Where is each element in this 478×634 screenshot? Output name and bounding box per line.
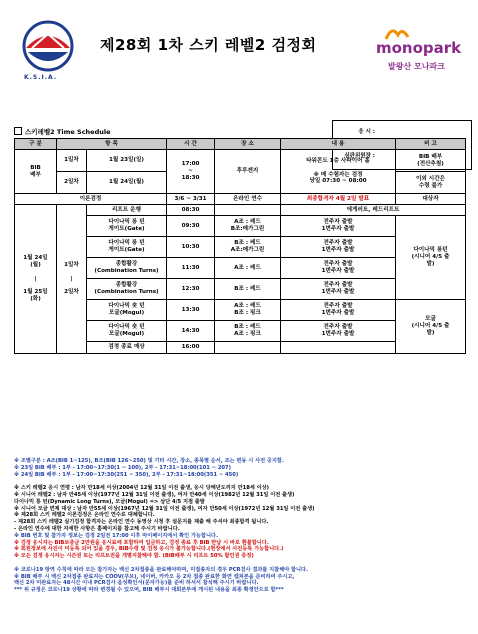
content-cell: 전주자 출발 1번주자 출발 [281, 300, 396, 321]
content-cell [281, 342, 396, 354]
note-line: ※ 조별구분 : A조(BIB 1~125), B조(BIB 126~250) 및 기타 시간, 장소, 종목별 순서, 조는 변동 시 사전 공지함. [14, 458, 284, 464]
note-line: ※ 23일 BIB 배부 : 1부 - 17:00~17:30(1 ~ 100), 2부 - 17:31~18:00(101 ~ 207) [14, 464, 232, 471]
bib-group: BIB 배부 [15, 150, 57, 194]
note-line: ※ BIB 번호 및 참가자 정보는 검정 2일전 17:00 이후 마이페이지에서 확인 가능합니다. [14, 532, 218, 539]
item-cell: 리프트 운행 [87, 205, 167, 216]
time-cell: 12:30 [167, 279, 215, 300]
time-cell: 11:30 [167, 258, 215, 279]
place-cell: 후루겐지 [215, 150, 281, 194]
place-cell: A조 : 레드 B조:메가그린 [215, 216, 281, 237]
note-line: ※ BIB 배부 시 백신 2차접종 완료자는 COOV(쿠브), 네이버, 카카오 등 2차 접종 완료한 화면 캡쳐본을 준비하여 주시고, [14, 573, 295, 580]
header-cell: 구 분 [15, 139, 57, 150]
header-cell: 시 간 [167, 139, 215, 150]
item-cell: 다이나믹 숏 턴 모굴(Mogul) [87, 321, 167, 342]
content-cell: 전주자 출발 1번주자 출발 [281, 258, 396, 279]
place-cell [215, 205, 281, 216]
date-cell: 1월 23일(일) [87, 150, 167, 172]
note-line: 백신 2차 미완료자는 48시간 이내 PCR검사 음성확인서(문자가능)를 준비 하셔서 참석해 주시기 바랍니다. [14, 580, 259, 587]
page-title: 제28회 1차 스키 레벨2 검정회 [100, 36, 317, 54]
place-cell [215, 342, 281, 354]
note-line: ※ 회원정보에 사진이 미등록 되어 있을 경우, BIB수령 및 검정 응시가 불가능합니다.(현장에서 사진등록 가능합니다.) [14, 546, 284, 553]
content-cell: 에게러트, 레드리프트 [281, 205, 466, 216]
item-cell: 다이나믹 숏 턴 모굴(Mogul) [87, 300, 167, 321]
item-cell: 종합활강 (Combination Turns) [87, 279, 167, 300]
time-cell: 17:00 ~ 18:30 [167, 150, 215, 194]
infobox-row: 응 시 : [358, 129, 375, 135]
header-cell: 장 소 [215, 139, 281, 150]
item-cell: 다이나믹 롱 턴 게이트(Gate) [87, 237, 167, 258]
place-cell: A조 : 레드 [215, 258, 281, 279]
round-cell: 1일차 [57, 150, 87, 172]
time-cell: 08:30 [167, 205, 215, 216]
remark-cell: 다이나믹 롱턴 (시니어 4/5 출 발) [396, 216, 466, 300]
logo-left-text: K.S.I.A. [24, 74, 58, 81]
place-cell: A조 : 레드 B조 : 핑크 [215, 300, 281, 321]
note-line: ※ 24일 BIB 배부 : 1부 - 17:00~17:30(251 ~ 350), 2부 - 17:31~18:00(351 ~ 450) [14, 471, 239, 478]
logo-brand: monopark [376, 39, 462, 57]
date-cell: 1월 24일(월) [87, 172, 167, 194]
note-cell: 이외 시간은 수령 불가 [396, 172, 466, 194]
exam-round-group: 1일차 | 2일차 [57, 205, 87, 354]
logo-sub: 발왕산 모나파크 [388, 62, 445, 71]
time-cell: 14:30 [167, 321, 215, 342]
place-cell: B조 : 레드 [215, 279, 281, 300]
round-cell: 2일차 [57, 172, 87, 194]
note-line: ※ 코로나19 방역 수칙에 따라 모든 참가자는 백신 2차접종을 완료해야하며, 미접종자의 경우 PCR검사 결과를 지참해야 합니다. [14, 566, 309, 573]
note-line: *** 위 규정은 코로나19 상황에 따라 변경될 수 있으며, BIB 배부시 대회본부에 게시된 내용을 최종 확정안으로 함*** [14, 587, 284, 594]
place-cell: 온라인 연수 [215, 194, 281, 205]
item-cell: 검정 종료 예상 [87, 342, 167, 354]
content-cell: 전주자 출발 1번주자 출발 [281, 321, 396, 342]
ksia-logo [18, 18, 78, 88]
note-line: ※ 모든 검정 응시자는 시즌권 또는 리프트권을 개별지참해야 함. (BIB배부 시 리프트 50% 할인권 증정) [14, 553, 254, 560]
time-cell: 16:00 [167, 342, 215, 354]
content-cell: 전주자 출발 1번주자 출발 [281, 216, 396, 237]
time-cell: 13:30 [167, 300, 215, 321]
table-row [15, 150, 466, 172]
note-cell: BIB 배부 (전산추첨) [396, 150, 466, 172]
time-cell: 10:30 [167, 237, 215, 258]
notes-block [14, 458, 469, 594]
remark-cell: 모굴 (시니어 4/5 출 발) [396, 300, 466, 354]
item-cell: 이론검정 [15, 194, 167, 205]
place-cell: B조 : 레드 A조 : 핑크 [215, 321, 281, 342]
content-cell: 최종합격자 4월 2일 발표 [281, 194, 396, 205]
infobox-row: 심판위원장 : [344, 153, 375, 159]
time-cell: 09:30 [167, 216, 215, 237]
header-cell: 비 고 [396, 139, 466, 150]
note-line [14, 560, 469, 567]
schedule-heading: 스키레벨2 Time Schedule [14, 127, 111, 136]
table-header-row [15, 139, 466, 150]
item-cell: 다이나믹 롱 턴 게이트(Gate) [87, 216, 167, 237]
note-line: ※ 스키 레벨2 응시 연령 : 남자 만18세 이상(2004년 12월 31일 이전 출생, 응시 당해년도까지 만18세 이상) [14, 485, 270, 492]
note-line: - 온라인 연수에 대한 자세한 사항은 홈페이지를 참고해 주시기 바랍니다. [14, 525, 180, 532]
table-row [15, 205, 466, 216]
note-line: ※ 제28회 스키 레벨2 이론검정은 온라인 연수로 대체합니다. [14, 512, 155, 519]
note-line: - 제28회 스키 레벨2 실기검정 합격자는 온라인 연수 동영상 시청 후 설문지를 제출 해 주셔야 최종합격 됩니다. [14, 519, 269, 526]
content-cell: 전주자 출발 1번주자 출발 [281, 237, 396, 258]
content-cell: 타워콘도 1층 사파이어 홀 ※ 메 수험자는 검정 당일 07:30 ~ 08:00 [281, 150, 396, 194]
exam-date-group: 1월 24일 (월) | 1월 25일 (화) [15, 205, 57, 354]
note-line: ※ 시니어 모굴 면제 대상 : 남자 만55세 이상(1967년 12월 31일 이전 출생), 여자 만50세 이상(1972년 12월 31일 이전 출생) [14, 505, 315, 512]
monapark-logo [376, 25, 472, 80]
table-row [15, 194, 466, 205]
note-line: 다이나믹 롱 턴(Dynamic Long Turns), 모굴(Mogul) => 삼단 4/5 지점 출발 [14, 498, 205, 505]
header-cell: 항 목 [57, 139, 167, 150]
note-line: ※ 검정 응시자는 BIB보증금 2만원을 응시료에 포함하여 입금하고, 검정 종료 후 BIB 반납 시 바로 환불합니다. [14, 539, 269, 546]
time-cell: 3/6 ~ 3/31 [167, 194, 215, 205]
header-cell: 내 용 [281, 139, 396, 150]
item-cell: 종합활강 (Combination Turns) [87, 258, 167, 279]
checkbox-icon [14, 127, 22, 135]
schedule-table [14, 138, 466, 354]
note-cell: 대상자 [396, 194, 466, 205]
content-cell: 전주자 출발 1번주자 출발 [281, 279, 396, 300]
note-line: ※ 시니어 레벨2 : 남자 만45세 이상(1977년 12월 31일 이전 출생), 여자 만40세 이상(1982년 12월 31일 이전 출생) [14, 491, 295, 498]
place-cell: B조 : 레드 A조:메가그린 [215, 237, 281, 258]
